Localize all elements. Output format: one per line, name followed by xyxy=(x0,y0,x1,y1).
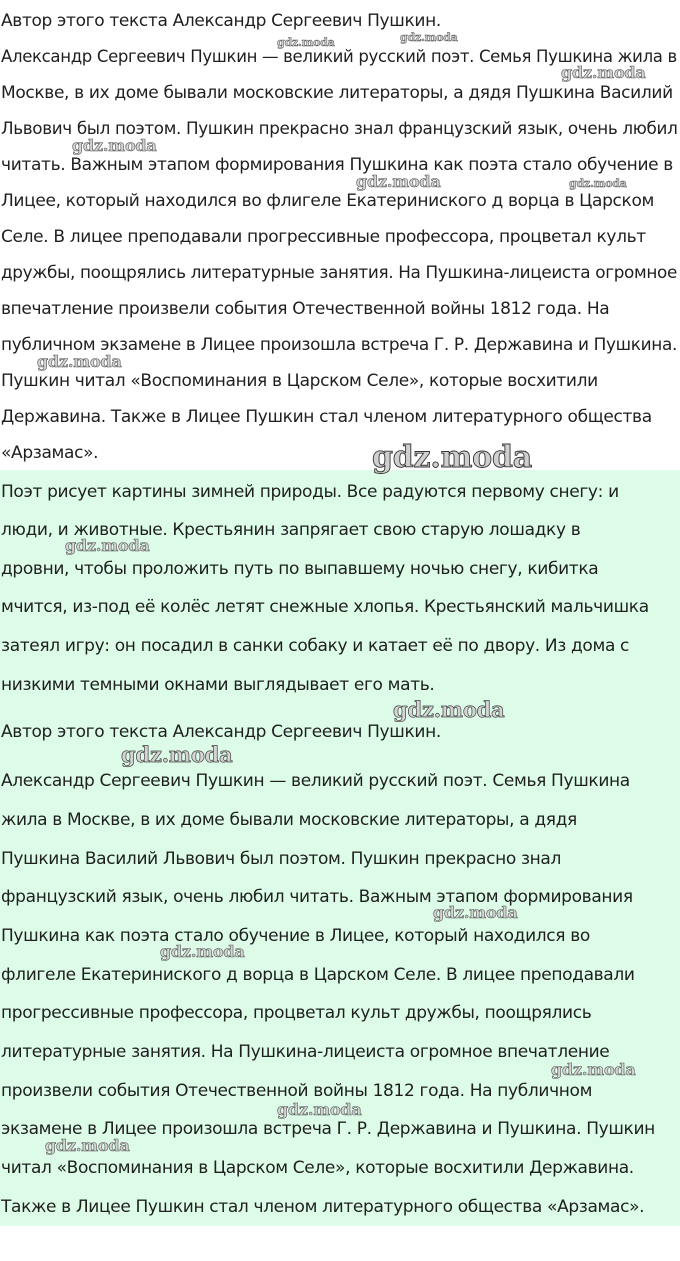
text-line: Автор этого текста Александр Сергеевич Пушкин. xyxy=(1,722,441,742)
watermark: gdz.moda xyxy=(433,903,518,922)
text-line: низкими темными окнами выглядывает его мать. xyxy=(1,675,435,695)
text-line: затеял игру: он посадил в санки собаку и катает её по двору. Из дома с xyxy=(1,636,630,656)
text-line: дровни, чтобы проложить путь по выпавшему ночью снегу, кибитка xyxy=(1,559,599,579)
text-line: Державина. Также в Лицее Пушкин стал членом литературного общества xyxy=(1,407,652,427)
text-line: произвели события Отечественной войны 1812 года. На публичном xyxy=(1,1081,593,1101)
text-line: Москве, в их доме бывали московские литераторы, а дядя Пушкина Василий xyxy=(1,83,673,103)
text-line: публичном экзамене в Лицее произошла встреча Г. Р. Державина и Пушкина. xyxy=(1,335,678,355)
watermark: gdz.moda xyxy=(72,136,157,155)
watermark: gdz.moda xyxy=(45,1136,130,1155)
watermark: gdz.moda xyxy=(277,36,335,49)
text-line: люди, и животные. Крестьянин запрягает свою старую лошадку в xyxy=(1,520,581,540)
text-line: Селе. В лицее преподавали прогрессивные профессора, процветал культ xyxy=(1,227,646,247)
text-block-author-bio xyxy=(0,0,680,470)
watermark: gdz.moda xyxy=(121,742,233,767)
watermark: gdz.moda xyxy=(277,1100,362,1119)
text-line: Поэт рисует картины зимней природы. Все радуются первому снегу: и xyxy=(1,482,619,502)
text-line: жила в Москве, в их доме бывали московские литераторы, а дядя xyxy=(1,810,577,830)
text-line: Автор этого текста Александр Сергеевич Пушкин. xyxy=(1,11,441,31)
text-line: Также в Лицее Пушкин стал членом литературного общества «Арзамас». xyxy=(1,1197,645,1217)
text-line: литературные занятия. На Пушкина-лицеиста огромное впечатление xyxy=(1,1042,610,1062)
watermark: gdz.moda xyxy=(65,536,150,555)
text-line: читать. Важным этапом формирования Пушкина как поэта стало обучение в xyxy=(1,155,673,175)
text-line: Пушкина Василий Львович был поэтом. Пушкин прекрасно знал xyxy=(1,849,562,869)
text-line: Пушкина как поэта стало обучение в Лицее, который находился во xyxy=(1,926,590,946)
text-line: Александр Сергеевич Пушкин — великий русский поэт. Семья Пушкина жила в xyxy=(1,47,677,67)
highlighted-answer-block xyxy=(0,470,680,1226)
text-line: Лицее, который находился во флигеле Екатериниского д ворца в Царском xyxy=(1,191,654,211)
watermark: gdz.moda xyxy=(561,63,646,82)
watermark: gdz.moda xyxy=(160,942,245,961)
watermark: gdz.moda xyxy=(372,440,533,475)
text-line: флигеле Екатериниского д ворца в Царском Селе. В лицее преподавали xyxy=(1,965,635,985)
text-line: «Арзамас». xyxy=(1,443,99,463)
text-line: Львович был поэтом. Пушкин прекрасно знал французский язык, очень любил xyxy=(1,119,678,139)
text-line: читал «Воспоминания в Царском Селе», которые восхитили Державина. xyxy=(1,1158,634,1178)
text-line: Пушкин читал «Воспоминания в Царском Селе», которые восхитили xyxy=(1,371,598,391)
watermark: gdz.moda xyxy=(393,697,505,722)
text-line: дружбы, поощрялись литературные занятия. На Пушкина-лицеиста огромное xyxy=(1,263,677,283)
text-line: французский язык, очень любил читать. Важным этапом формирования xyxy=(1,887,633,907)
text-line: впечатление произвели события Отечественной войны 1812 года. На xyxy=(1,299,610,319)
watermark: gdz.moda xyxy=(569,177,627,190)
text-line: мчится, из-под её колёс летят снежные хлопья. Крестьянский мальчишка xyxy=(1,597,649,617)
watermark: gdz.moda xyxy=(356,172,441,191)
watermark: gdz.moda xyxy=(551,1060,636,1079)
watermark: gdz.moda xyxy=(37,352,122,371)
text-line: экзамене в Лицее произошла встреча Г. Р. Державина и Пушкина. Пушкин xyxy=(1,1119,655,1139)
text-line: прогрессивные профессора, процветал культ дружбы, поощрялись xyxy=(1,1003,592,1023)
text-line: Александр Сергеевич Пушкин — великий русский поэт. Семья Пушкина xyxy=(1,771,630,791)
watermark: gdz.moda xyxy=(400,31,458,44)
